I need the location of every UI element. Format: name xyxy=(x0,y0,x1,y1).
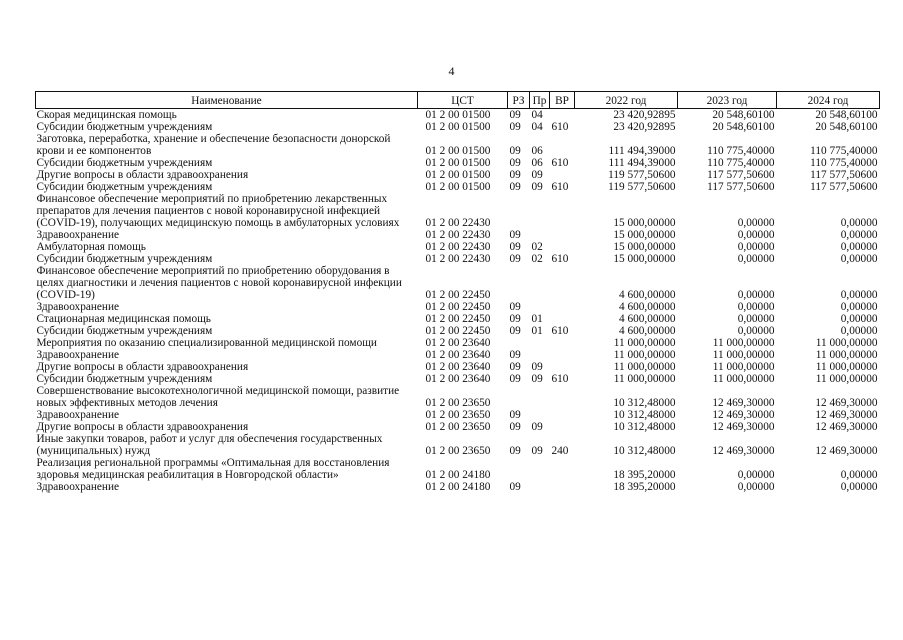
row-value-2024: 0,00000 xyxy=(840,289,878,301)
row-value-2024: 0,00000 xyxy=(840,241,878,253)
row-cst: 01 2 00 23650 xyxy=(425,397,491,409)
row-value-2023: 0,00000 xyxy=(737,217,775,229)
row-vr xyxy=(550,361,575,373)
row-vr: 240 xyxy=(551,445,569,457)
row-rz: 09 xyxy=(509,157,521,169)
row-name: Субсидии бюджетным учреждениям xyxy=(36,253,213,265)
row-vr xyxy=(550,349,575,361)
row-value-2024: 0,00000 xyxy=(840,481,878,493)
row-value-2024: 11 000,00000 xyxy=(815,337,878,349)
row-pr: 09 xyxy=(531,169,543,181)
table-row xyxy=(36,169,880,181)
row-cst: 01 2 00 22450 xyxy=(425,325,491,337)
row-name: Другие вопросы в области здравоохранения xyxy=(36,169,249,181)
row-value-2024: 11 000,00000 xyxy=(815,349,878,361)
row-value-2022: 119 577,50600 xyxy=(608,181,676,193)
header-2022: 2022 год xyxy=(575,92,678,109)
row-pr: 09 xyxy=(531,181,543,193)
row-value-2024: 11 000,00000 xyxy=(815,373,878,385)
header-2023: 2023 год xyxy=(678,92,777,109)
table-row xyxy=(36,325,880,337)
row-vr xyxy=(550,385,575,409)
row-value-2023: 12 469,30000 xyxy=(712,409,775,421)
row-pr: 06 xyxy=(531,145,543,157)
row-rz: 09 xyxy=(509,445,521,457)
row-value-2024: 0,00000 xyxy=(840,325,878,337)
row-value-2022: 11 000,00000 xyxy=(613,373,676,385)
row-cst: 01 2 00 23640 xyxy=(425,361,491,373)
row-name: Иные закупки товаров, работ и услуг для обеспечения государственных (муниципальных) нужд xyxy=(36,433,383,457)
row-cst: 01 2 00 01500 xyxy=(425,109,491,121)
row-name: Здравоохранение xyxy=(36,409,120,421)
row-vr: 610 xyxy=(551,253,569,265)
row-value-2024: 117 577,50600 xyxy=(810,181,878,193)
table-row xyxy=(36,373,880,385)
row-vr: 610 xyxy=(551,325,569,337)
row-rz: 09 xyxy=(509,145,521,157)
table-row xyxy=(36,181,880,193)
row-value-2023: 0,00000 xyxy=(737,253,775,265)
row-name: Скорая медицинская помощь xyxy=(36,109,177,121)
row-value-2024: 117 577,50600 xyxy=(810,169,878,181)
row-value-2022: 15 000,00000 xyxy=(613,217,676,229)
header-2024: 2024 год xyxy=(777,92,880,109)
table-row xyxy=(36,421,880,433)
row-value-2024: 12 469,30000 xyxy=(815,421,878,433)
row-value-2024: 0,00000 xyxy=(840,301,878,313)
row-value-2023: 0,00000 xyxy=(737,241,775,253)
row-name: Амбулаторная помощь xyxy=(36,241,146,253)
row-pr: 01 xyxy=(531,313,543,325)
row-value-2022: 10 312,48000 xyxy=(613,409,676,421)
table-row xyxy=(36,301,880,313)
row-cst: 01 2 00 23640 xyxy=(425,349,491,361)
row-value-2024: 0,00000 xyxy=(840,313,878,325)
table-row xyxy=(36,385,880,409)
row-pr xyxy=(530,193,550,229)
row-value-2024: 0,00000 xyxy=(840,229,878,241)
row-pr xyxy=(530,265,550,301)
row-name: Субсидии бюджетным учреждениям xyxy=(36,181,213,193)
row-value-2023: 20 548,60100 xyxy=(712,109,775,121)
row-name: Финансовое обеспечение мероприятий по приобретению лекарственных препаратов для лечения пациентов с новой коронавирусной инфекцией (COVID-19), получающих медицинскую помощь в амбулаторных условиях xyxy=(36,193,400,229)
row-value-2024: 20 548,60100 xyxy=(815,121,878,133)
row-name: Заготовка, переработка, хранение и обеспечение безопасности донорской крови и ее компонентов xyxy=(36,133,391,157)
row-cst: 01 2 00 22450 xyxy=(425,313,491,325)
row-value-2024: 110 775,40000 xyxy=(810,157,878,169)
row-cst: 01 2 00 23650 xyxy=(425,409,491,421)
table-row xyxy=(36,121,880,133)
row-value-2022: 10 312,48000 xyxy=(613,445,676,457)
row-value-2023: 11 000,00000 xyxy=(712,361,775,373)
row-cst: 01 2 00 23650 xyxy=(425,445,491,457)
row-value-2022: 111 494,39000 xyxy=(608,157,676,169)
row-rz: 09 xyxy=(509,229,521,241)
row-rz xyxy=(508,193,530,229)
row-name: Субсидии бюджетным учреждениям xyxy=(36,121,213,133)
row-rz: 09 xyxy=(509,121,521,133)
row-value-2022: 15 000,00000 xyxy=(613,241,676,253)
row-rz: 09 xyxy=(509,481,521,493)
row-pr xyxy=(530,301,550,313)
table-row xyxy=(36,157,880,169)
row-pr: 02 xyxy=(531,253,543,265)
row-cst: 01 2 00 24180 xyxy=(425,481,491,493)
row-value-2022: 11 000,00000 xyxy=(613,337,676,349)
row-vr: 610 xyxy=(551,181,569,193)
row-value-2023: 12 469,30000 xyxy=(712,397,775,409)
row-rz: 09 xyxy=(509,109,521,121)
row-pr: 09 xyxy=(531,373,543,385)
row-cst: 01 2 00 22430 xyxy=(425,241,491,253)
row-vr: 610 xyxy=(551,157,569,169)
row-value-2024: 20 548,60100 xyxy=(815,109,878,121)
row-rz: 09 xyxy=(509,373,521,385)
row-rz xyxy=(508,457,530,481)
row-value-2022: 11 000,00000 xyxy=(613,349,676,361)
row-pr xyxy=(530,349,550,361)
row-name: Финансовое обеспечение мероприятий по приобретению оборудования в целях диагностики и лечения пациентов с новой коронавирусной инфекции (COVID-19) xyxy=(36,265,402,301)
header-vr: ВР xyxy=(550,92,575,109)
row-rz: 09 xyxy=(509,313,521,325)
row-value-2024: 0,00000 xyxy=(840,217,878,229)
budget-table xyxy=(35,91,880,493)
row-name: Здравоохранение xyxy=(36,481,120,493)
row-value-2023: 20 548,60100 xyxy=(712,121,775,133)
row-name: Субсидии бюджетным учреждениям xyxy=(36,157,213,169)
table-row xyxy=(36,229,880,241)
row-pr: 01 xyxy=(531,325,543,337)
row-value-2024: 0,00000 xyxy=(840,469,878,481)
row-pr xyxy=(530,409,550,421)
row-value-2022: 10 312,48000 xyxy=(613,421,676,433)
row-name: Другие вопросы в области здравоохранения xyxy=(36,421,249,433)
row-vr xyxy=(550,229,575,241)
row-value-2024: 11 000,00000 xyxy=(815,361,878,373)
row-value-2023: 0,00000 xyxy=(737,481,775,493)
row-pr xyxy=(530,457,550,481)
row-value-2022: 111 494,39000 xyxy=(608,145,676,157)
table-row xyxy=(36,457,880,481)
row-cst: 01 2 00 23650 xyxy=(425,421,491,433)
row-name: Здравоохранение xyxy=(36,229,120,241)
row-cst: 01 2 00 01500 xyxy=(425,157,491,169)
row-value-2023: 110 775,40000 xyxy=(707,145,775,157)
row-value-2022: 18 395,20000 xyxy=(613,469,676,481)
row-vr xyxy=(550,241,575,253)
row-cst: 01 2 00 01500 xyxy=(425,121,491,133)
row-vr xyxy=(550,109,575,122)
row-pr: 06 xyxy=(531,157,543,169)
row-vr xyxy=(550,313,575,325)
row-cst: 01 2 00 22450 xyxy=(425,301,491,313)
row-cst: 01 2 00 24180 xyxy=(425,469,491,481)
row-value-2022: 11 000,00000 xyxy=(613,361,676,373)
row-value-2023: 11 000,00000 xyxy=(712,349,775,361)
table-row xyxy=(36,109,880,122)
row-rz: 09 xyxy=(509,325,521,337)
row-rz: 09 xyxy=(509,181,521,193)
row-value-2023: 117 577,50600 xyxy=(707,181,775,193)
row-value-2022: 15 000,00000 xyxy=(613,253,676,265)
table-row xyxy=(36,337,880,349)
row-pr xyxy=(530,229,550,241)
row-value-2022: 18 395,20000 xyxy=(613,481,676,493)
row-value-2023: 0,00000 xyxy=(737,313,775,325)
row-pr: 04 xyxy=(531,109,543,121)
row-rz xyxy=(508,337,530,349)
row-rz xyxy=(508,265,530,301)
table-row xyxy=(36,193,880,229)
row-cst: 01 2 00 23640 xyxy=(425,373,491,385)
row-pr xyxy=(530,385,550,409)
row-name: Здравоохранение xyxy=(36,301,120,313)
row-vr xyxy=(550,133,575,157)
row-vr xyxy=(550,481,575,493)
row-vr xyxy=(550,421,575,433)
row-value-2023: 12 469,30000 xyxy=(712,421,775,433)
row-name: Реализация региональной программы «Оптимальная для восстановления здоровья медицинская реабилитация в Новгородской области» xyxy=(36,457,390,481)
row-cst: 01 2 00 22430 xyxy=(425,217,491,229)
table-row xyxy=(36,433,880,457)
row-value-2023: 0,00000 xyxy=(737,301,775,313)
row-rz: 09 xyxy=(509,409,521,421)
row-vr xyxy=(550,265,575,301)
table-row xyxy=(36,313,880,325)
row-value-2023: 11 000,00000 xyxy=(712,337,775,349)
row-cst: 01 2 00 23640 xyxy=(425,337,491,349)
row-cst: 01 2 00 01500 xyxy=(425,181,491,193)
row-value-2024: 12 469,30000 xyxy=(815,409,878,421)
row-value-2023: 11 000,00000 xyxy=(712,373,775,385)
row-value-2023: 0,00000 xyxy=(737,469,775,481)
row-value-2023: 117 577,50600 xyxy=(707,169,775,181)
row-value-2022: 15 000,00000 xyxy=(613,229,676,241)
row-pr xyxy=(530,337,550,349)
header-rz: РЗ xyxy=(508,92,530,109)
row-value-2022: 4 600,00000 xyxy=(619,301,676,313)
row-rz: 09 xyxy=(509,361,521,373)
row-rz: 09 xyxy=(509,253,521,265)
row-vr xyxy=(550,457,575,481)
row-cst: 01 2 00 22430 xyxy=(425,229,491,241)
row-value-2022: 10 312,48000 xyxy=(613,397,676,409)
table-row xyxy=(36,253,880,265)
row-name: Субсидии бюджетным учреждениям xyxy=(36,325,213,337)
header-pr: Пр xyxy=(530,92,550,109)
row-name: Здравоохранение xyxy=(36,349,120,361)
table-row xyxy=(36,349,880,361)
table-row xyxy=(36,361,880,373)
row-value-2022: 23 420,92895 xyxy=(613,121,676,133)
table-header xyxy=(36,92,880,109)
table-row xyxy=(36,241,880,253)
row-value-2023: 110 775,40000 xyxy=(707,157,775,169)
row-pr xyxy=(530,481,550,493)
row-rz: 09 xyxy=(509,241,521,253)
row-pr: 09 xyxy=(531,361,543,373)
row-cst: 01 2 00 22430 xyxy=(425,253,491,265)
row-rz: 09 xyxy=(509,169,521,181)
row-pr: 09 xyxy=(531,421,543,433)
row-rz: 09 xyxy=(509,421,521,433)
row-cst: 01 2 00 01500 xyxy=(425,169,491,181)
row-cst: 01 2 00 01500 xyxy=(425,145,491,157)
row-vr xyxy=(550,169,575,181)
row-value-2023: 0,00000 xyxy=(737,289,775,301)
row-value-2023: 0,00000 xyxy=(737,229,775,241)
table-body xyxy=(36,109,880,494)
row-name: Субсидии бюджетным учреждениям xyxy=(36,373,213,385)
row-rz: 09 xyxy=(509,349,521,361)
page-number: 4 xyxy=(448,64,455,78)
header-name: Наименование xyxy=(36,92,418,109)
row-name: Мероприятия по оказанию специализированной медицинской помощи xyxy=(36,337,377,349)
row-value-2023: 12 469,30000 xyxy=(712,445,775,457)
row-vr: 610 xyxy=(551,121,569,133)
row-pr: 02 xyxy=(531,241,543,253)
table-row xyxy=(36,133,880,157)
row-pr: 04 xyxy=(531,121,543,133)
row-cst: 01 2 00 22450 xyxy=(425,289,491,301)
row-value-2022: 23 420,92895 xyxy=(613,109,676,121)
row-pr: 09 xyxy=(531,445,543,457)
row-value-2024: 12 469,30000 xyxy=(815,445,878,457)
header-row xyxy=(36,92,880,109)
row-value-2024: 0,00000 xyxy=(840,253,878,265)
table-row xyxy=(36,409,880,421)
row-value-2024: 12 469,30000 xyxy=(815,397,878,409)
table-row xyxy=(36,265,880,301)
row-value-2022: 4 600,00000 xyxy=(619,289,676,301)
row-value-2022: 4 600,00000 xyxy=(619,325,676,337)
row-name: Совершенствование высокотехнологичной медицинской помощи, развитие новых эффективных методов лечения xyxy=(36,385,400,409)
table-row xyxy=(36,481,880,493)
row-name: Стационарная медицинская помощь xyxy=(36,313,211,325)
row-rz: 09 xyxy=(509,301,521,313)
row-value-2024: 110 775,40000 xyxy=(810,145,878,157)
row-vr xyxy=(550,193,575,229)
row-value-2022: 4 600,00000 xyxy=(619,313,676,325)
row-vr xyxy=(550,409,575,421)
row-value-2023: 0,00000 xyxy=(737,325,775,337)
row-vr xyxy=(550,301,575,313)
row-value-2022: 119 577,50600 xyxy=(608,169,676,181)
row-vr xyxy=(550,337,575,349)
row-rz xyxy=(508,385,530,409)
header-cst: ЦСТ xyxy=(418,92,508,109)
row-vr: 610 xyxy=(551,373,569,385)
row-name: Другие вопросы в области здравоохранения xyxy=(36,361,249,373)
